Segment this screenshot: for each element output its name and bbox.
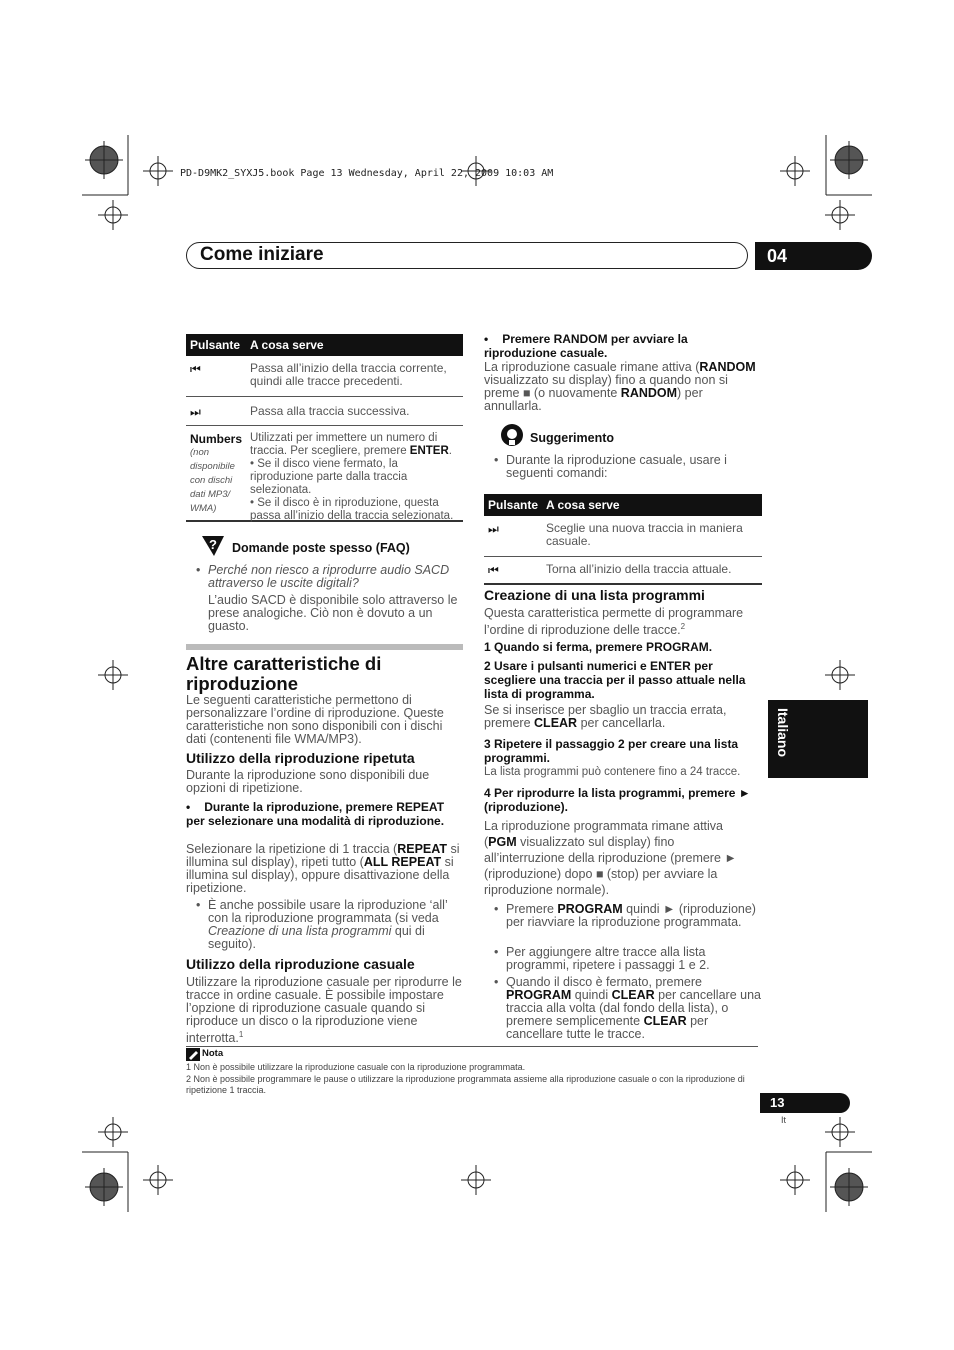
text: ) per annullarla.	[484, 386, 703, 413]
note-title: Nota	[202, 1048, 224, 1059]
col-header: A cosa serve	[250, 338, 324, 352]
bullet-dot: •	[196, 563, 201, 577]
row-desc: Utilizzati per immettere un numero di traccia. Per scegliere, premere	[250, 432, 438, 457]
prev-icon: ⏮	[488, 563, 499, 577]
random-intro	[186, 976, 463, 1045]
table-header	[186, 334, 463, 356]
table-row	[186, 397, 463, 426]
program-step3-note: La lista programmi può contenere fino a 24 tracce.	[484, 766, 741, 778]
text: quindi	[571, 988, 612, 1002]
text: È anche possibile usare la riproduzione ‘all’ con la riproduzione programmata (si veda	[208, 898, 448, 925]
bullet-dot: •	[494, 902, 499, 916]
text: visualizzato sul display) fino all’interruzione della riproduzione (premere ► (riproduzione) dopo ■ (stop) per avviare la riproduzione normale).	[484, 835, 737, 897]
page-number: 13	[760, 1093, 850, 1113]
row-desc: Passa all’inizio della traccia corrente, quindi alle tracce precedenti.	[250, 361, 447, 388]
bullet-dot: •	[494, 975, 499, 989]
section-divider	[186, 644, 463, 650]
file-info: PD-D9MK2_SYXJ5.book Page 13 Wednesday, April 22, 2009 10:03 AM	[180, 168, 554, 179]
program-step1: 1 Quando si ferma, premere PROGRAM.	[484, 640, 713, 654]
text: La riproduzione casuale rimane attiva (	[484, 360, 700, 374]
col-header: Pulsante	[190, 338, 241, 352]
text: Utilizzare la riproduzione casuale per riprodurre le tracce in ordine casuale. È possibile impostare l’opzione di riproduzione casuale quando si riproduce un disco o la riproduzione viene interrotta.	[186, 975, 462, 1046]
table-row	[484, 557, 762, 585]
program-key: PROGRAM	[557, 902, 623, 916]
program-step2: 2 Usare i pulsanti numerici e ENTER per scegliere una traccia per il passo attuale nella lista di programma.	[484, 659, 746, 701]
page-lang: It	[781, 1115, 787, 1125]
program-step4-body	[484, 818, 754, 898]
random-buttons-table	[484, 494, 762, 585]
random-key: RANDOM	[620, 386, 678, 400]
text: Se si inserisce per sbaglio un traccia errata, premere	[484, 703, 727, 730]
bullet-dot: •	[196, 898, 201, 912]
text: si illumina sul display), oppure disattivazione della ripetizione.	[186, 855, 454, 895]
tip-text: Durante la riproduzione casuale, usare i seguenti comandi:	[506, 453, 727, 480]
text: qui di seguito).	[208, 924, 425, 951]
program-bullet	[506, 976, 762, 1041]
table-row	[186, 426, 463, 522]
text: Premere	[506, 902, 558, 916]
text: quindi ► (riproduzione) per riavviare la riproduzione programmata.	[506, 902, 756, 929]
note-divider	[186, 1046, 758, 1047]
language-label: Italiano	[775, 708, 791, 758]
cross-ref: Creazione di una lista programmi	[208, 924, 392, 938]
repeat-step-text: Durante la riproduzione, premere REPEAT per selezionare una modalità di riproduzione.	[186, 800, 445, 828]
faq-title: Domande poste spesso (FAQ)	[232, 541, 410, 555]
bullet-dot: •	[186, 800, 191, 814]
text: visualizzato su display) fino a quando non si preme ■ (o nuovamente	[484, 373, 728, 400]
repeat-step	[186, 800, 456, 828]
row-desc: Torna all’inizio della traccia attuale.	[546, 562, 732, 576]
row-desc: Sceglie una nuova traccia in maniera casuale.	[546, 521, 743, 548]
text: Quando il disco è fermato, premere	[506, 975, 702, 989]
col-header: Pulsante	[488, 498, 539, 512]
next-icon: ⏭	[488, 522, 499, 536]
page-title: Come iniziare	[200, 244, 324, 265]
row-desc: • Se il disco è in riproduzione, questa passa all’inizio della traccia selezionata.	[250, 497, 454, 522]
text: per cancellarla.	[577, 716, 666, 730]
bullet-dot: •	[494, 453, 499, 467]
faq-question: Perché non riesco a riprodurre audio SACD attraverso le uscite digitali?	[208, 563, 450, 590]
pgm-key: PGM	[488, 835, 517, 849]
footnote-mark: 1	[238, 1030, 244, 1039]
text: Selezionare la ripetizione di 1 traccia (	[186, 842, 398, 856]
row-desc: • Se il disco viene fermato, la riproduzione parte dalla traccia selezionata.	[250, 458, 408, 496]
random-step	[484, 332, 762, 360]
clear-key: CLEAR	[643, 1014, 687, 1028]
repeat-intro: Durante la riproduzione sono disponibili due opzioni di ripetizione.	[186, 768, 430, 795]
random-step-text: Premere RANDOM per avviare la riproduzione casuale.	[484, 332, 688, 360]
program-bullet	[506, 903, 762, 929]
row-desc: Passa alla traccia successiva.	[250, 404, 410, 418]
numbers-note: (non disponibile con dischi dati MP3/ WMA)	[190, 447, 235, 514]
repeat-body	[186, 843, 463, 895]
text: per cancellare tutte le tracce.	[506, 1014, 709, 1041]
program-key: PROGRAM	[506, 988, 572, 1002]
section-title: Altre caratteristiche di riproduzione	[186, 653, 382, 694]
text: La riproduzione programmata rimane attiva (	[484, 819, 724, 849]
chapter-number: 04	[755, 242, 872, 270]
bullet-dot: •	[484, 332, 489, 346]
table-header	[484, 494, 762, 516]
footnote: 1 Non è possibile utilizzare la riproduzione casuale con la riproduzione programmata.	[186, 1062, 526, 1072]
section-intro: Le seguenti caratteristiche permettono di personalizzare l’ordine di riproduzione. Queste caratteristiche non sono disponibili con i dischi dati (contenenti file WMA/MP3).	[186, 693, 444, 746]
random-title: Utilizzo della riproduzione casuale	[186, 956, 415, 972]
program-step3: 3 Ripetere il passaggio 2 per creare una lista programmi.	[484, 737, 739, 765]
repeat-bullet	[208, 899, 463, 951]
tip-title: Suggerimento	[530, 431, 615, 445]
text: si illumina sul display), ripeti tutto (	[186, 842, 460, 869]
buttons-table	[186, 334, 463, 522]
program-step4: 4 Per riprodurre la lista programmi, premere ► (riproduzione).	[484, 786, 751, 814]
program-intro	[484, 607, 762, 637]
enter-key: ENTER	[409, 445, 449, 457]
repeat-key: REPEAT	[397, 842, 447, 856]
program-title: Creazione di una lista programmi	[484, 587, 705, 603]
row-desc: .	[448, 445, 452, 457]
col-header: A cosa serve	[546, 498, 620, 512]
program-bullet: Per aggiungere altre tracce alla lista programmi, ripetere i passaggi 1 e 2.	[506, 945, 710, 972]
tip-icon	[498, 422, 526, 450]
faq-answer: L’audio SACD è disponibile solo attraverso le prese analogiche. Ciò non è dovuto a un guasto.	[208, 593, 458, 633]
table-row	[186, 356, 463, 397]
table-row	[484, 516, 762, 557]
next-icon: ⏭	[190, 405, 201, 419]
prev-icon: ⏮	[190, 362, 201, 376]
footnote-mark: 2	[680, 622, 686, 631]
all-repeat-key: ALL REPEAT	[363, 855, 442, 869]
clear-key: CLEAR	[611, 988, 655, 1002]
text: per cancellare una traccia alla volta (dal fondo della lista), o premere semplicemente	[506, 988, 761, 1028]
clear-key: CLEAR	[534, 716, 578, 730]
repeat-title: Utilizzo della riproduzione ripetuta	[186, 750, 415, 766]
text: Questa caratteristica permette di programmare l’ordine di riproduzione delle tracce.	[484, 606, 744, 638]
bullet-dot: •	[494, 945, 499, 959]
numbers-label: Numbers	[190, 432, 243, 446]
note-icon	[186, 1048, 200, 1061]
random-key: RANDOM	[699, 360, 756, 374]
program-step2-body	[484, 704, 762, 730]
svg-text:?: ?	[209, 537, 217, 552]
footnote: 2 Non è possibile programmare le pause o utilizzare la riproduzione programmata assieme alla riproduzione casuale o con la riproduzione di ripetizione 1 traccia.	[186, 1074, 745, 1095]
random-body	[484, 361, 762, 413]
faq-icon	[200, 534, 226, 558]
